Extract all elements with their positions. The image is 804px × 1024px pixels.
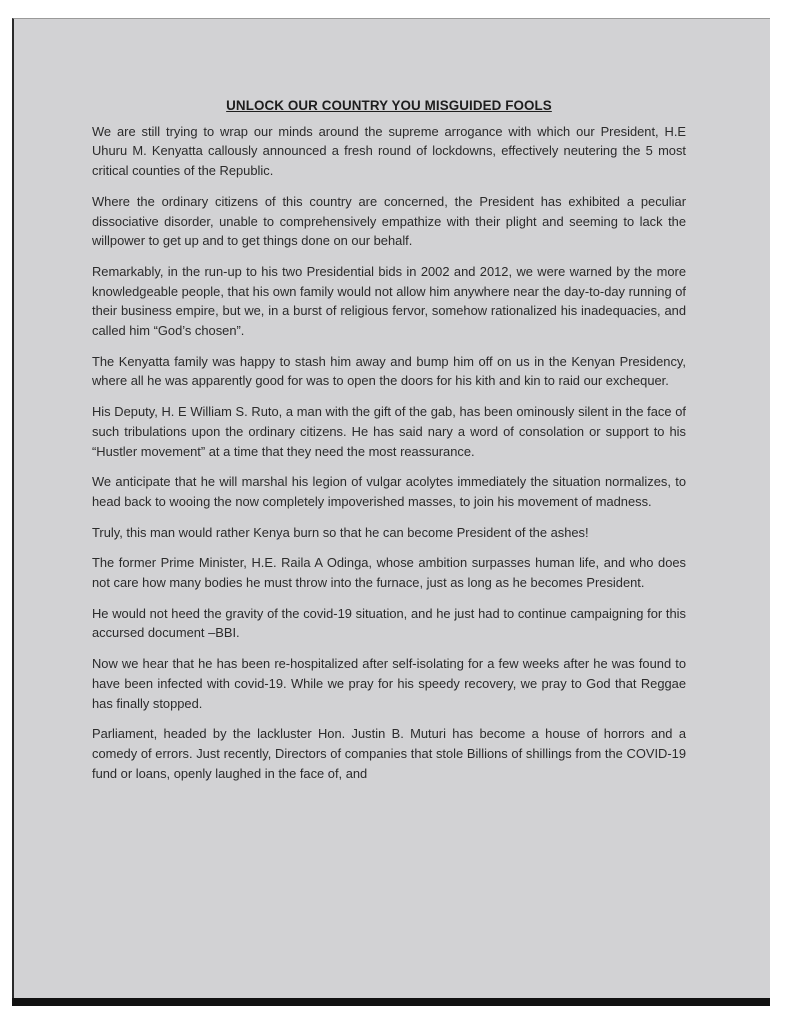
paragraph-1: We are still trying to wrap our minds around the supreme arrogance with which our President, H.E Uhuru M. Kenyatta callously announced a fresh round of lockdowns, effectively neutering the 5 most critical counties of the Republic.: [92, 123, 686, 179]
paragraph-11: Parliament, headed by the lackluster Hon. Justin B. Muturi has become a house of horrors and a comedy of errors. Just recently, Directors of companies that stole Billions of shillings from the COVID-19 fund or loans, openly laughed in the face of, and: [92, 726, 686, 781]
paragraph-5: His Deputy, H. E William S. Ruto, a man with the gift of the gab, has been ominously silent in the face of such tribulations upon the ordinary citizens. He has said nary a word of consolation or support to his “Hustler movement” at a time that they need the most reassurance.: [92, 404, 686, 459]
paragraph-8: The former Prime Minister, H.E. Raila A Odinga, whose ambition surpasses human life, and who does not care how many bodies he must throw into the furnace, just as long as he becomes President.: [92, 555, 686, 591]
page-bottom-edge: [12, 998, 770, 1006]
paragraph-10: Now we hear that he has been re-hospitalized after self-isolating for a few weeks after he was found to have been infected with covid-19. While we pray for his speedy recovery, we pray to God that Reggae has finally stopped.: [92, 656, 686, 711]
paragraph-4: The Kenyatta family was happy to stash him away and bump him off on us in the Kenyan Presidency, where all he was apparently good for was to open the doors for his kith and kin to raid our exchequer.: [92, 353, 686, 389]
paragraph-9: He would not heed the gravity of the covid-19 situation, and he just had to continue campaigning for this accursed document –BBI.: [92, 605, 686, 641]
paragraph-7: Truly, this man would rather Kenya burn so that he can become President of the ashes!: [92, 524, 589, 540]
document-body: [92, 96, 686, 794]
paragraph-2: Where the ordinary citizens of this country are concerned, the President has exhibited a peculiar dissociative disorder, unable to comprehensively empathize with their plight and seeming to lack the willpower to get up and to get things done on our behalf.: [92, 193, 686, 249]
paragraph-3: Remarkably, in the run-up to his two Presidential bids in 2002 and 2012, we were warned by the more knowledgeable people, that his own family would not allow him anywhere near the day-to-day running of their business empire, but we, in a burst of religious fervor, somehow rationalized his inadequacies, and called him “God’s chosen”.: [92, 263, 686, 339]
paragraph-6: We anticipate that he will marshal his legion of vulgar acolytes immediately the situation normalizes, to head back to wooing the now completely impoverished masses, to join his movement of madness.: [92, 474, 686, 509]
document-title: UNLOCK OUR COUNTRY YOU MISGUIDED FOOLS: [226, 98, 552, 113]
